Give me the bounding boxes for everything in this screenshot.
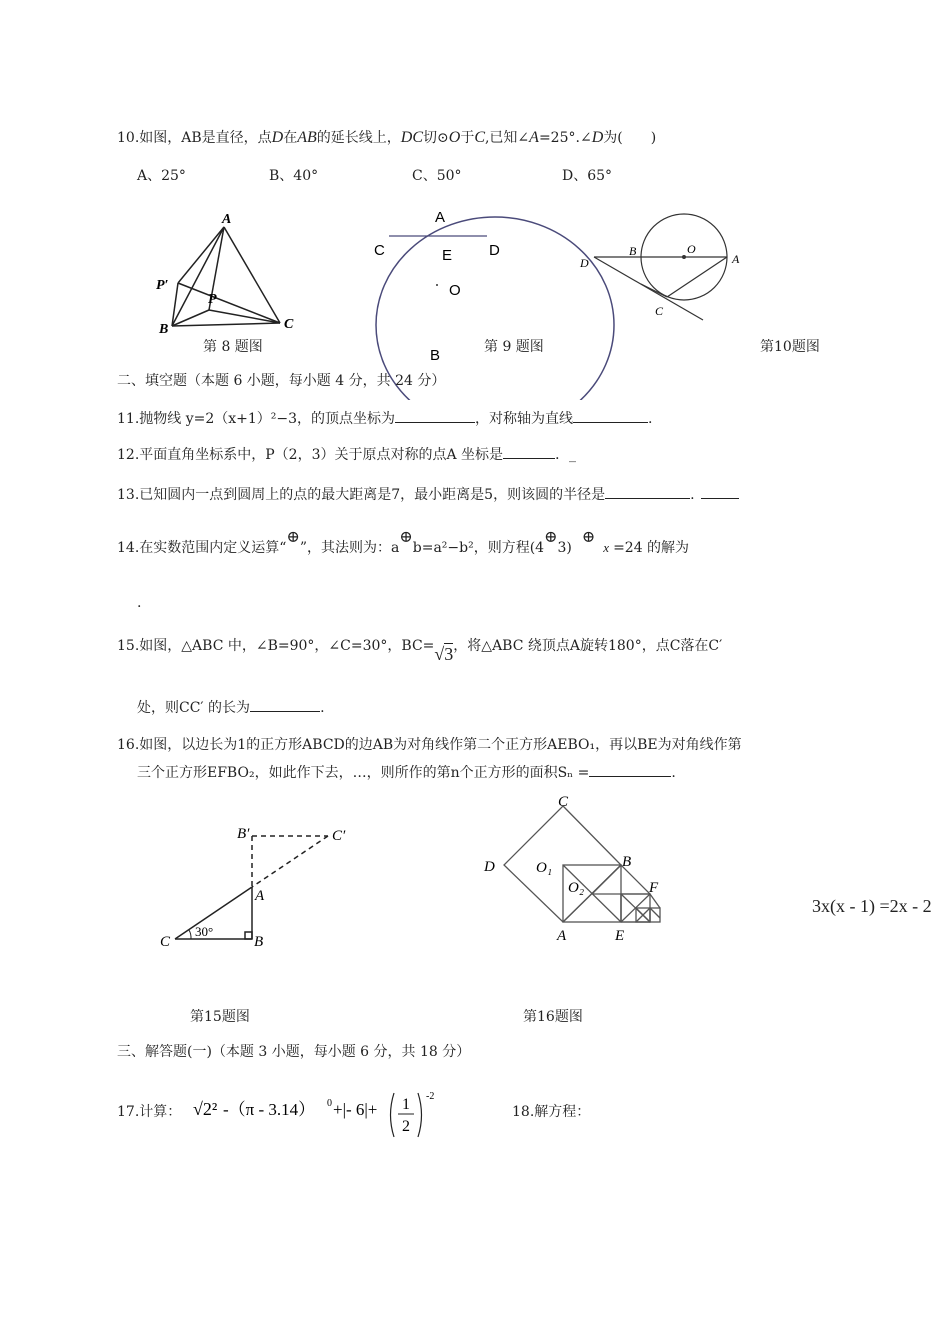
q16-blank[interactable] [589,762,671,777]
question-16-line2: 三个正方形EFBO₂，如此作下去，…，则所作的第n个正方形的面积Sₙ = . [137,762,676,783]
fig16-label-a: A [557,928,567,944]
figure-16 [480,790,680,950]
fig8-label-a: A [222,212,232,227]
fig15-label-angle: 30° [195,924,214,939]
fig15-label-c: C [160,934,171,950]
question-11: 11.抛物线 y=2（x+1）²−3，的顶点坐标为 ，对称轴为直线 . [117,408,653,429]
fig10-label-b: B [629,244,637,258]
fig10-caption: 第10题图 [760,339,820,355]
fig15-label-b1: B′ [237,826,250,842]
q13-blank[interactable] [605,484,690,499]
question-18: 18.解方程： [512,1104,591,1120]
q15-blank[interactable] [250,697,320,712]
q10-option-c: C、50° [412,168,462,184]
fig9-label-b: B [430,347,441,364]
q17-expr-sqrt: √2² [193,1099,218,1119]
fig16-label-o1: O₁ [536,860,553,876]
question-14: 14.在实数范围内定义运算“⊕”，其法则为：a⊕b=a²−b²，则方程(4⊕3)⊕x =24 的解为 [117,527,690,556]
q10-option-a: A、25° [137,168,186,184]
fig16-label-c: C [558,794,569,810]
fig16-label-f: F [649,880,659,896]
fig9-label-c: C [374,242,385,259]
q11-blank-axis[interactable] [573,408,648,423]
q11-blank-vertex[interactable] [395,408,475,423]
q10-option-d: D、65° [562,168,613,184]
sqrt-3: √3 [434,644,454,664]
fig9-caption: 第 9 题图 [484,339,544,355]
fig8-label-c: C [284,317,294,332]
q17-exp-0: 0 [327,1098,332,1109]
section-2-heading: 二、填空题（本题 6 小题，每小题 4 分，共 24 分） [117,373,446,389]
question-12: 12.平面直角坐标系中，P（2，3）关于原点对称的点A 坐标是 ．_ [117,444,576,465]
fig8-label-b: B [159,322,169,337]
oplus-symbol: ⊕ [544,527,558,546]
fig16-label-e: E [615,928,625,944]
fig16-caption: 第16题图 [523,1009,583,1025]
section-3-heading: 三、解答题(一)（本题 3 小题，每小题 6 分，共 18 分） [117,1044,471,1060]
q14-end-dot: . [137,595,142,611]
fig8-label-p: P [208,292,217,307]
q17-expr-abs: +|- 6|+ [333,1100,378,1119]
q10-option-b: B、40° [269,168,319,184]
question-17: 17.计算： [117,1104,182,1120]
figure-8 [140,205,310,340]
q17-frac-den: 2 [402,1118,410,1135]
figure-10 [575,205,755,330]
fig15-label-a: A [255,888,265,904]
fig9-label-d: D [489,242,500,259]
fig8-caption: 第 8 题图 [203,339,263,355]
fig9-label-o: O [449,282,461,299]
q17-frac-num: 1 [402,1096,410,1113]
fig16-label-b: B [622,854,632,870]
fig15-label-b: B [254,934,264,950]
fig8-label-p1: P′ [156,278,169,293]
oplus-symbol: ⊕ [399,527,413,546]
fig16-label-d: D [484,859,495,875]
figure-15 [155,820,355,955]
fig15-caption: 第15题图 [190,1009,250,1025]
equation-q18: 3x(x - 1) =2x - 2 [812,896,932,916]
oplus-symbol: ⊕ [581,527,596,546]
fig9-label-e: E [442,247,453,264]
q17-exp-neg2: -2 [426,1091,435,1102]
question-13: 13.已知圆内一点到圆周上的点的最大距离是7，最小距离是5，则该圆的半径是 . [117,484,739,505]
fig10-label-a: A [732,252,740,266]
q13-blank-extra [701,484,739,499]
question-16: 16.如图，以边长为1的正方形ABCD的边AB为对角线作第二个正方形AEBO₁，再以BE为对角线作第 [117,737,742,753]
q17-expr-pi: -（π - 3.14） [223,1100,316,1119]
fig16-label-o2: O₂ [568,880,585,896]
fig10-label-c: C [655,304,664,318]
fig9-label-a: A [435,209,446,226]
fig10-label-o: O [687,242,696,256]
question-15: 15.如图，△ABC 中，∠B=90°，∠C=30°，BC=√3，将△ABC 绕顶点A旋转180°，点C落在C′ [117,638,723,664]
fig15-label-c1: C′ [332,828,346,844]
oplus-symbol: ⊕ [286,527,300,546]
question-10: 10.如图，AB是直径，点D在AB的延长线上，DC切⊙O于C,已知∠A=25°.∠D为( ) [117,129,657,146]
fig10-label-d: D [580,256,589,270]
q12-blank[interactable] [503,444,555,459]
question-15-line2: 处，则CC′ 的长为 . [137,697,325,718]
q17-expression [188,1085,448,1140]
